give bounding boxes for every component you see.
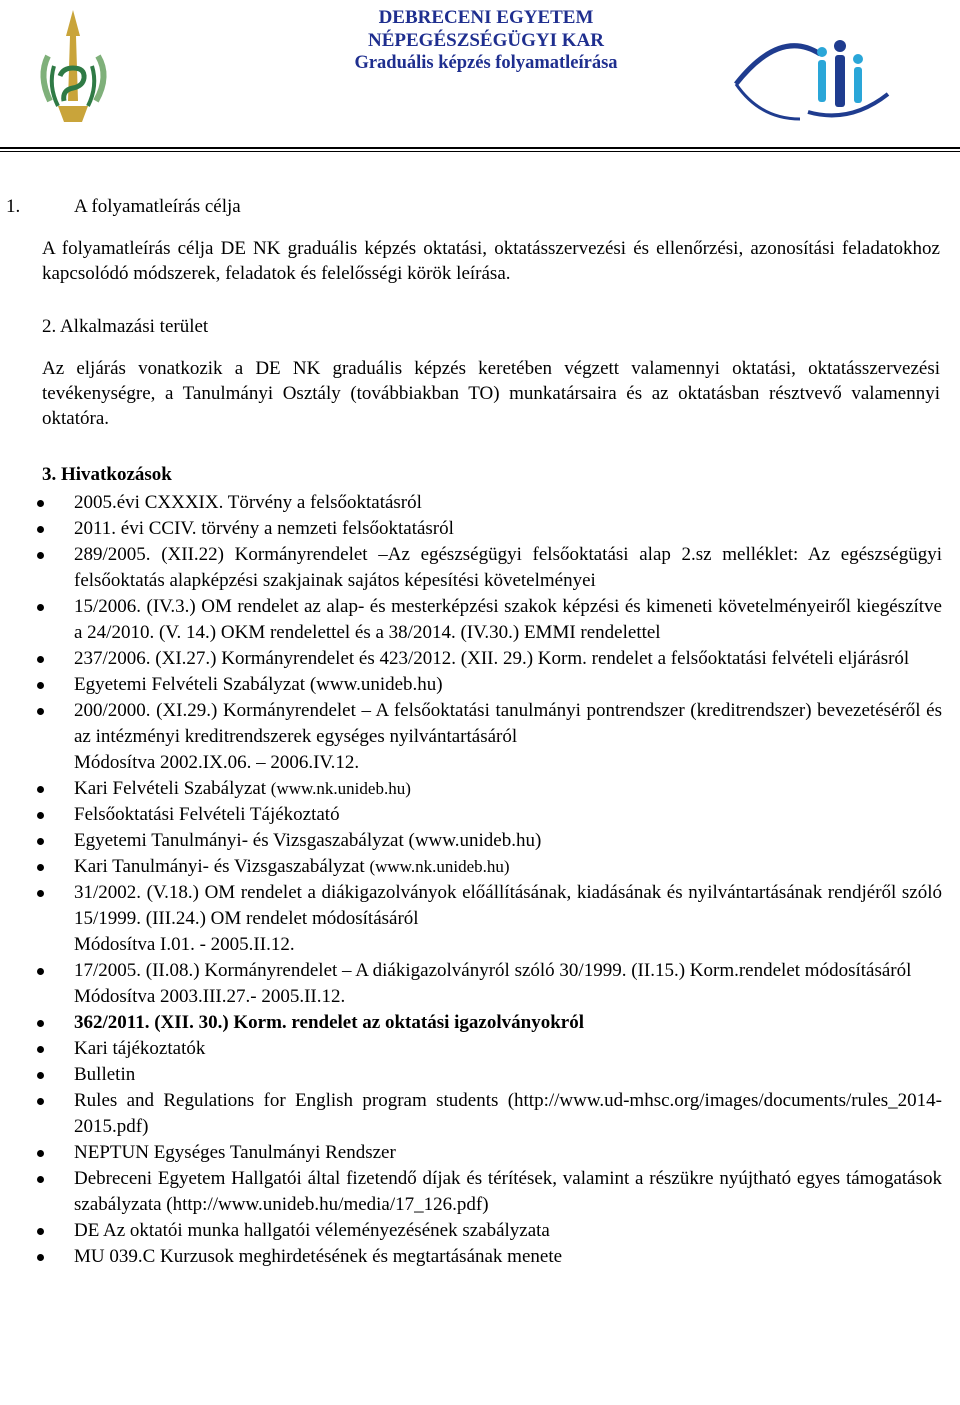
university-crest-logo [18, 6, 128, 126]
list-item: 362/2011. (XII. 30.) Korm. rendelet az oktatási igazolványokról [32, 1010, 942, 1036]
list-item: 237/2006. (XI.27.) Kormányrendelet és 423/2012. (XII. 29.) Korm. rendelet a felsőoktatási felvételi eljárásról [32, 646, 942, 672]
header-divider-thin [0, 151, 960, 152]
list-item: Felsőoktatási Felvételi Tájékoztató [32, 802, 942, 828]
section-2-text: Az eljárás vonatkozik a DE NK graduális képzés keretében végzett valamennyi oktatási, oktatásszervezési tevékenységre, a Tanulmányi Osztály (továbbiakban TO) munkatársaira és az oktatásban résztvevő valamennyi oktatóra. [42, 358, 940, 429]
list-item: NEPTUN Egységes Tanulmányi Rendszer [32, 1140, 942, 1166]
list-item: Rules and Regulations for English program students (http://www.ud-mhsc.org/images/documents/rules_2014-2015.pdf) [32, 1088, 942, 1140]
list-item: 31/2002. (V.18.) OM rendelet a diákigazolványok előállításának, kiadásának és nyilvántartásának rendjéről szóló 15/1999. (III.24.) OM rendelet módosításáról Módosítva I.01. - 2005.II.12. [32, 880, 942, 958]
list-item: 2005.évi CXXXIX. Törvény a felsőoktatásról [32, 490, 942, 516]
section-1-text: A folyamatleírás célja DE NK graduális képzés oktatási, oktatásszervezési és ellenőrzési, azonosítási feladatokhoz kapcsolódó módszerek, feladatok és felelősségi körök leírása. [42, 238, 940, 284]
document-header [296, 6, 676, 75]
list-item: DE Az oktatói munka hallgatói véleményezésének szabályzata [32, 1218, 942, 1244]
header-university: DEBRECENI EGYETEM [378, 7, 594, 28]
list-item: 200/2000. (XI.29.) Kormányrendelet – A felsőoktatási tanulmányi pontrendszer (kreditrendszer) bevezetéséről és az intézményi kreditrendszerek egységes nyilvántartásáról Módosítva 2002.IX.06. – 2006.IV.12. [32, 698, 942, 776]
section-1-title: A folyamatleírás célja [74, 196, 241, 217]
section-2-title: 2. Alkalmazási terület [42, 316, 209, 337]
list-item: Egyetemi Tanulmányi- és Vizsgaszabályzat (www.unideb.hu) [32, 828, 942, 854]
list-item: Bulletin [32, 1062, 942, 1088]
list-item: Debreceni Egyetem Hallgatói által fizetendő díjak és térítések, valamint a részükre nyújtható egyes támogatások szabályzata (http://www.unideb.hu/media/17_126.pdf) [32, 1166, 942, 1218]
list-item: 289/2005. (XII.22) Kormányrendelet –Az egészségügyi felsőoktatási alap 2.sz melléklet: Az egészségügyi felsőoktatás alapképzési szakjainak sajátos képesítési követelményei [32, 542, 942, 594]
list-item: Kari tájékoztatók [32, 1036, 942, 1062]
header-divider [0, 147, 960, 149]
list-item: 2011. évi CCIV. törvény a nemzeti felsőoktatásról [32, 516, 942, 542]
faculty-logo [730, 24, 895, 129]
header-document-title: Graduális képzés folyamatleírása [354, 53, 618, 73]
list-item: Kari Felvételi Szabályzat (www.nk.unideb.hu) [32, 776, 942, 802]
list-item: 17/2005. (II.08.) Kormányrendelet – A diákigazolványról szóló 30/1999. (II.15.) Korm.rendelet módosításáról Módosítva 2003.III.27.- 2005.II.12. [32, 958, 942, 1010]
references-list [32, 490, 942, 1270]
section-1-number: 1. [6, 196, 21, 217]
section-3-title: 3. Hivatkozások [42, 464, 172, 485]
header-faculty: NÉPEGÉSZSÉGÜGYI KAR [368, 30, 604, 51]
list-item: Kari Tanulmányi- és Vizsgaszabályzat (www.nk.unideb.hu) [32, 854, 942, 880]
list-item: 15/2006. (IV.3.) OM rendelet az alap- és mesterképzési szakok képzési és kimeneti követelményeiről kiegészítve a 24/2010. (V. 14.) OKM rendelettel és a 38/2014. (IV.30.) EMMI rendelettel [32, 594, 942, 646]
list-item: Egyetemi Felvételi Szabályzat (www.unideb.hu) [32, 672, 942, 698]
list-item: MU 039.C Kurzusok meghirdetésének és megtartásának menete [32, 1244, 942, 1270]
